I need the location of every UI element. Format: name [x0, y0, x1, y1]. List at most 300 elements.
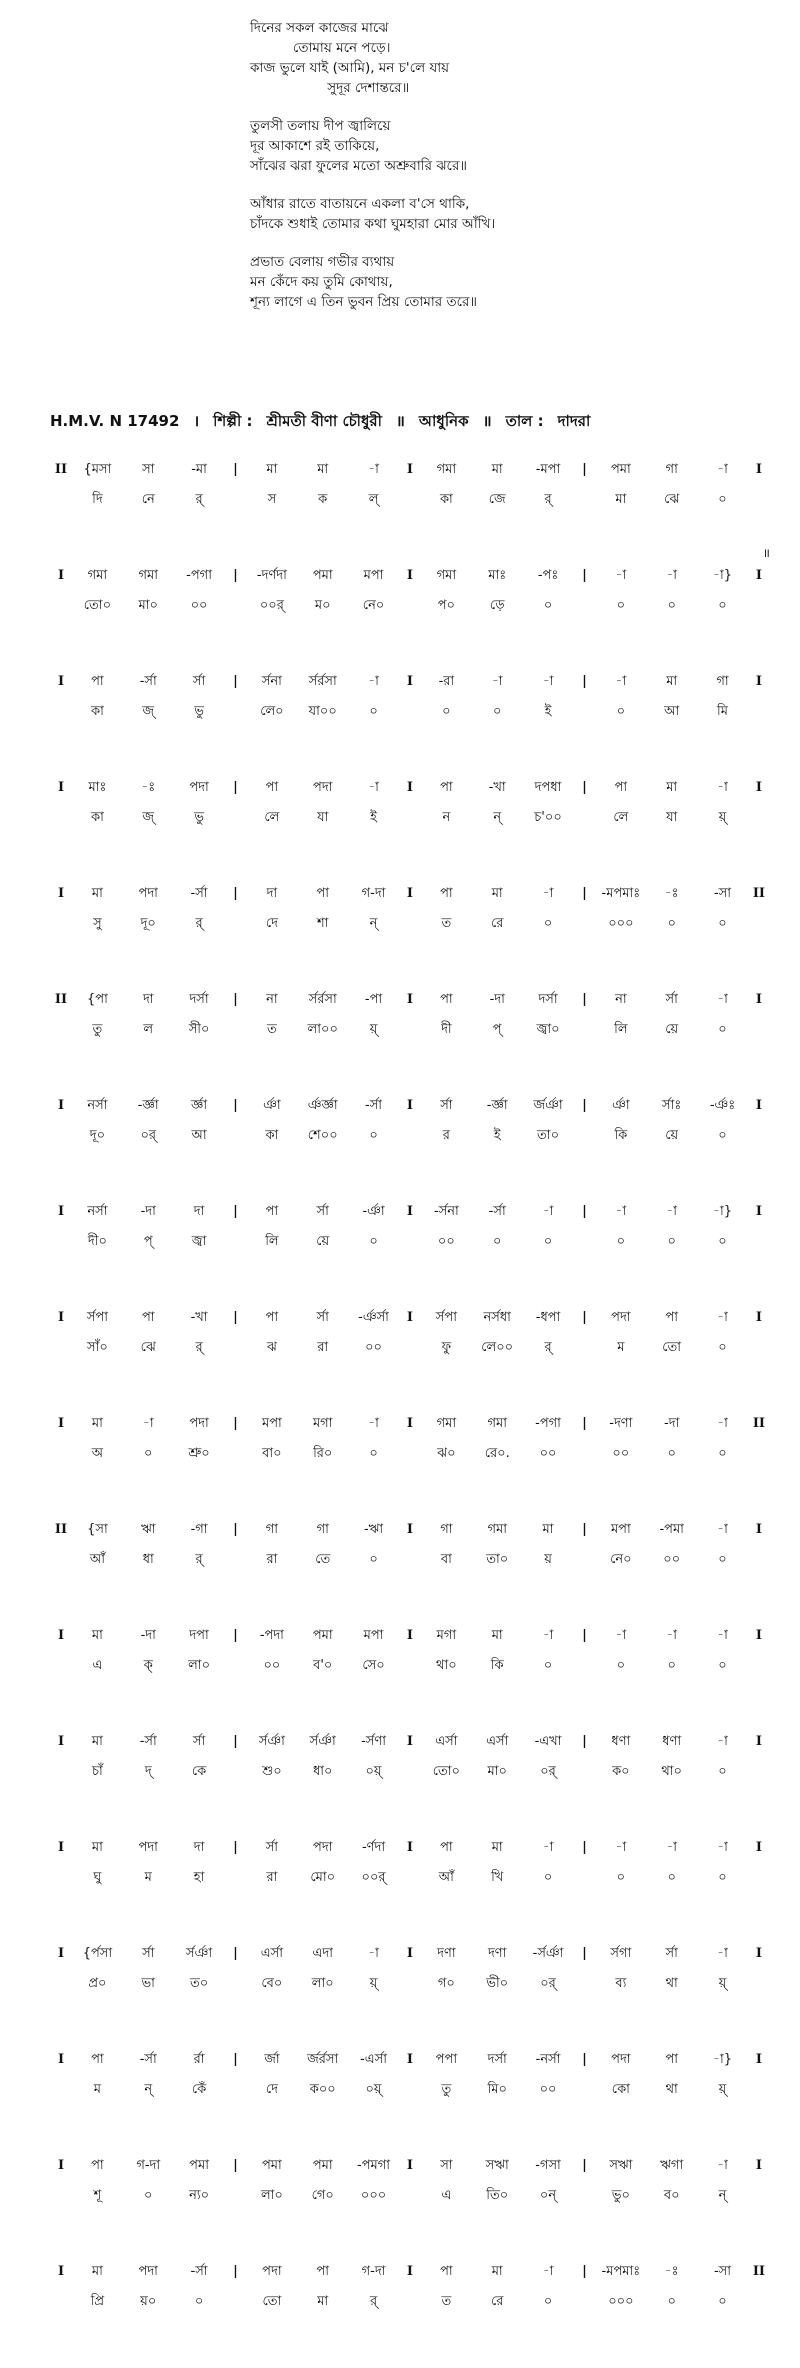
lyric-syllable: ০র্: [140, 1128, 157, 1143]
lyric-syllable: দ্: [144, 1764, 152, 1779]
note-cell: র্সা: [192, 1734, 206, 1749]
lyric-syllable: ০: [543, 2294, 553, 2309]
bar-line: I: [755, 2052, 762, 2067]
note-cell: সা: [142, 462, 155, 477]
lyric-syllable: গ০: [437, 1976, 455, 1991]
lyrics-row: [50, 1126, 770, 1152]
note-cell: দা: [266, 886, 278, 901]
lyric-syllable: ০০০: [608, 2294, 634, 2309]
note-cell: পমা: [610, 462, 631, 477]
lyric-syllable: তে: [315, 1552, 331, 1567]
note-cell: -র্সা: [139, 674, 157, 689]
lyric-syllable: ০: [369, 1552, 378, 1567]
note-cell: মগা: [436, 1628, 457, 1643]
note-cell: দর্সা: [189, 992, 209, 1007]
note-cell: র্জর্রসা: [307, 2052, 339, 2067]
bar-line: |: [582, 2052, 587, 2067]
note-cell: পা: [316, 2264, 330, 2279]
lyric-syllable: য়ে: [665, 1022, 679, 1037]
lyric-syllable: খি: [491, 1870, 504, 1885]
lyric-syllable: ০: [616, 598, 626, 613]
notation-line: [50, 1414, 770, 1520]
lyric-syllable: য়ে: [316, 1234, 330, 1249]
lyric-syllable: ব'০: [313, 1658, 333, 1673]
poem-stanza: [250, 116, 670, 176]
lyric-syllable: ০: [718, 1764, 727, 1779]
lyric-syllable: লে: [264, 810, 280, 825]
note-cell: মা: [91, 2264, 103, 2279]
lyric-syllable: ন্: [144, 2082, 153, 2097]
header-double-separator: ॥: [482, 412, 492, 430]
lyric-syllable: মি০: [487, 2082, 507, 2097]
note-cell: মা: [491, 1840, 503, 1855]
lyric-syllable: ০: [543, 598, 553, 613]
note-cell: পা: [665, 1310, 678, 1325]
lyric-syllable: অ: [91, 1446, 104, 1461]
note-cell: পমা: [312, 2158, 333, 2173]
bar-line: |: [233, 2052, 238, 2067]
note-cell: দপধা: [534, 780, 562, 795]
lyric-syllable: ন্: [493, 810, 502, 825]
bar-line: I: [57, 1416, 65, 1431]
lyric-syllable: ভু: [194, 810, 204, 825]
lyric-syllable: ব্য: [615, 1976, 627, 1991]
bar-line: II: [54, 992, 68, 1007]
note-cell: -া: [142, 1416, 154, 1431]
notes-row: [50, 1202, 770, 1228]
note-cell: এর্সা: [435, 1734, 458, 1749]
bar-line: I: [57, 2158, 65, 2173]
lyric-syllable: ই: [370, 810, 377, 825]
note-cell: {পা: [86, 992, 108, 1007]
bar-line: |: [582, 568, 587, 583]
note-cell: পা: [316, 886, 330, 901]
bar-line: I: [755, 1204, 762, 1219]
lyric-syllable: ড়ে: [489, 598, 505, 613]
note-cell: পা: [141, 1310, 155, 1325]
bar-line: |: [233, 1734, 238, 1749]
bar-line: |: [582, 1946, 587, 1961]
note-cell: মা: [266, 462, 278, 477]
note-cell: -া: [717, 1416, 728, 1431]
note-cell: পদা: [262, 2264, 282, 2279]
note-cell: -মপমাঃ: [601, 2264, 641, 2279]
notes-row: [50, 1414, 770, 1440]
lyric-syllable: ত: [441, 916, 452, 931]
note-cell: পা: [265, 1204, 279, 1219]
notes-row: [50, 1308, 770, 1334]
note-cell: -দা: [664, 1416, 680, 1431]
note-cell: -দর্ণদা: [256, 568, 287, 583]
notes-row: [50, 778, 770, 804]
bar-line: I: [406, 2264, 414, 2279]
note-cell: গমা: [436, 1416, 457, 1431]
lyric-syllable: ০০: [663, 1552, 681, 1567]
lyric-syllable: নে০: [610, 1552, 632, 1567]
note-cell: -পঃ: [537, 568, 559, 583]
lyric-syllable: ই: [544, 704, 552, 719]
lyric-syllable: ন্য০: [189, 2188, 210, 2203]
bar-line: I: [57, 674, 65, 689]
note-cell: পদা: [138, 886, 158, 901]
note-cell: {মসা: [83, 462, 112, 477]
lyric-syllable: ০: [369, 1234, 378, 1249]
note-cell: গা: [665, 462, 678, 477]
bar-line: |: [233, 1840, 238, 1855]
lyric-syllable: আ: [191, 1128, 207, 1143]
note-cell: -া: [542, 886, 554, 901]
notation-line: [50, 1202, 770, 1308]
bar-line: II: [752, 1416, 766, 1431]
note-cell: র্সর্ঞা: [309, 1734, 336, 1749]
note-cell: -া: [615, 674, 627, 689]
bar-line: |: [233, 674, 238, 689]
lyric-syllable: ত০: [189, 1976, 209, 1991]
notes-row: [50, 2050, 770, 2076]
lyric-syllable: ০: [543, 1234, 553, 1249]
lyric-syllable: ল: [143, 1022, 154, 1037]
lyrics-row: [50, 1656, 770, 1682]
bar-line: |: [233, 1098, 238, 1113]
note-cell: পমা: [189, 2158, 209, 2173]
bar-line: |: [233, 886, 238, 901]
note-cell: পদা: [138, 2264, 158, 2279]
note-cell: পদা: [313, 1840, 333, 1855]
lyric-syllable: ই: [493, 1128, 501, 1143]
bar-line: I: [406, 1734, 414, 1749]
lyric-syllable: ০: [144, 1446, 153, 1461]
bar-line: II: [54, 462, 68, 477]
lyric-syllable: ০র্: [540, 1764, 556, 1779]
bar-line: |: [582, 992, 587, 1007]
bar-line: I: [57, 780, 65, 795]
lyric-syllable: ভী০: [486, 1976, 509, 1991]
lyric-syllable: জ্: [142, 704, 155, 719]
lyric-syllable: ধা: [142, 1552, 154, 1567]
note-cell: গ-দা: [361, 886, 386, 901]
note-cell: পা: [440, 780, 453, 795]
bar-line: |: [233, 568, 238, 583]
note-cell: -া: [717, 462, 728, 477]
lyric-syllable: ০: [718, 916, 727, 931]
note-cell: র্সর্রসা: [308, 674, 337, 689]
notation-line: [50, 2050, 770, 2156]
bar-line: I: [57, 1310, 65, 1325]
notation-line: [50, 1096, 770, 1202]
lyric-syllable: জ্বা: [191, 1234, 207, 1249]
note-cell: -র্ঞঃ: [709, 1098, 736, 1113]
notation-line: [50, 884, 770, 990]
lyric-syllable: য়ে: [665, 1128, 679, 1143]
lyric-syllable: ০: [616, 1234, 626, 1249]
note-cell: পা: [91, 674, 104, 689]
lyric-syllable: দূ০: [89, 1128, 106, 1143]
note-cell: -দা: [140, 1628, 156, 1643]
notation-line: [50, 1944, 770, 2050]
bar-line: I: [755, 568, 762, 583]
lyric-syllable: ০য়্: [365, 1764, 382, 1779]
lyric-syllable: ভু: [194, 704, 204, 719]
lyrics-row: [50, 808, 770, 834]
note-cell: -মা: [191, 462, 207, 477]
note-cell: ধণা: [662, 1734, 682, 1749]
lyric-syllable: দে: [265, 2082, 278, 2097]
notation-line: [50, 2156, 770, 2262]
note-cell: র্ঞা: [612, 1098, 630, 1113]
notation-line: [50, 990, 770, 1096]
note-cell: -র্সা: [488, 1204, 506, 1219]
bar-line: I: [57, 2264, 65, 2279]
lyric-syllable: থা: [665, 1976, 678, 1991]
note-cell: মা: [91, 1416, 103, 1431]
bar-line: |: [582, 1628, 587, 1643]
note-cell: -পদা: [259, 1628, 284, 1643]
bar-line: |: [582, 1416, 587, 1431]
lyric-syllable: ০: [492, 704, 502, 719]
bar-line: I: [755, 1734, 762, 1749]
artist-name: শ্রীমতী বীণা চৌধুরী: [266, 412, 382, 430]
note-cell: -া: [615, 1840, 627, 1855]
notes-row: [50, 990, 770, 1016]
note-cell: গা: [265, 1522, 279, 1537]
lyric-syllable: প০: [437, 598, 456, 613]
lyric-syllable: ০০র্: [361, 1870, 386, 1885]
notes-row: [50, 1944, 770, 1970]
lyric-syllable: ল্: [368, 492, 379, 507]
lyric-syllable: লা০: [311, 1976, 334, 1991]
bar-line: I: [755, 674, 762, 689]
note-cell: গমা: [138, 568, 158, 583]
lyric-syllable: তু: [92, 1022, 103, 1037]
note-cell: -া: [368, 1946, 379, 1961]
notes-row: [50, 1096, 770, 1122]
lyric-syllable: র্: [195, 1340, 203, 1355]
note-cell: র্সপা: [86, 1310, 108, 1325]
note-cell: -া: [615, 1628, 627, 1643]
lyric-syllable: চাঁ: [92, 1764, 103, 1779]
bar-line: |: [233, 1522, 238, 1537]
note-cell: -া: [542, 1840, 554, 1855]
note-cell: -খা: [190, 1310, 208, 1325]
poem-line: প্রভাত বেলায় গভীর ব্যথায়: [250, 254, 395, 270]
note-cell: -া: [542, 2264, 554, 2279]
bar-line: I: [755, 992, 762, 1007]
note-cell: না: [266, 992, 278, 1007]
note-cell: মা: [491, 2264, 503, 2279]
lyrics-row: [50, 1762, 770, 1788]
bar-line: |: [233, 1946, 238, 1961]
note-cell: র্সা: [316, 1310, 329, 1325]
note-cell: -া: [368, 674, 379, 689]
note-cell: মা: [91, 1734, 103, 1749]
bar-line: II: [752, 2264, 766, 2279]
taal-label: তাল :: [505, 412, 544, 430]
lyric-syllable: দে: [265, 916, 278, 931]
lyric-syllable: ০: [718, 1870, 727, 1885]
lyric-syllable: ত: [441, 2294, 452, 2309]
note-cell: -র্ণদা: [361, 1840, 386, 1855]
note-cell: মা: [491, 886, 503, 901]
note-cell: -ধপা: [535, 1310, 561, 1325]
lyric-syllable: ০: [194, 2294, 204, 2309]
note-cell: -র্ঞা: [362, 1204, 385, 1219]
lyric-syllable: শূ: [93, 2188, 102, 2203]
bar-line: |: [233, 2158, 238, 2173]
lyric-syllable: দূ০: [140, 916, 156, 931]
notes-row: [50, 672, 770, 698]
lyric-syllable: ০০: [263, 1658, 281, 1673]
note-cell: -র্সা: [139, 2052, 157, 2067]
note-cell: পা: [440, 886, 453, 901]
note-cell: -পমগা: [357, 2158, 391, 2173]
lyric-syllable: চ'০০: [534, 810, 562, 825]
lyric-syllable: তো০: [432, 1764, 461, 1779]
lyric-syllable: কি: [490, 1658, 504, 1673]
note-cell: -দণা: [609, 1416, 633, 1431]
lyric-syllable: য়: [544, 1552, 552, 1567]
lyric-syllable: ০০: [190, 598, 208, 613]
poem-line: দিনের সকল কাজের মাঝে: [250, 20, 389, 36]
lyrics-row: [50, 1550, 770, 1576]
note-cell: {সা: [87, 1522, 108, 1537]
note-cell: র্সা: [665, 992, 678, 1007]
note-cell: -দা: [489, 992, 505, 1007]
note-cell: দা: [193, 1204, 205, 1219]
lyrics-row: [50, 702, 770, 728]
lyric-syllable: তা০: [486, 1552, 509, 1567]
note-cell: -ঃ: [664, 886, 679, 901]
lyric-syllable: এ: [441, 2188, 452, 2203]
lyric-syllable: সাঁ০: [87, 1340, 108, 1355]
lyric-syllable: ০: [718, 598, 727, 613]
lyric-syllable: ক০: [612, 1764, 630, 1779]
note-cell: এর্সা: [486, 1734, 509, 1749]
bar-line: I: [755, 1522, 762, 1537]
poem-line: দূর আকাশে রই তাকিয়ে,: [250, 138, 380, 154]
lyrics-row: [50, 1974, 770, 2000]
lyric-syllable: ০: [718, 2294, 727, 2309]
note-cell: -া: [542, 1628, 554, 1643]
note-cell: -পা: [364, 992, 383, 1007]
note-cell: -রা: [438, 674, 455, 689]
lyric-syllable: সু: [93, 916, 102, 931]
lyrics-row: [50, 914, 770, 940]
note-cell: -া: [717, 1628, 728, 1643]
note-cell: মপা: [261, 1416, 282, 1431]
note-cell: মা: [91, 1840, 103, 1855]
note-cell: গমা: [87, 568, 108, 583]
note-cell: -া}: [713, 2052, 733, 2067]
note-cell: মা: [491, 1628, 503, 1643]
bar-line: I: [406, 1522, 414, 1537]
note-cell: দপা: [189, 1628, 209, 1643]
lyric-syllable: ০: [543, 1658, 553, 1673]
lyric-syllable: ০: [543, 916, 553, 931]
lyric-syllable: ০: [718, 1234, 727, 1249]
lyric-syllable: লি: [265, 1234, 279, 1249]
lyric-syllable: ম: [617, 1340, 625, 1355]
note-cell: দর্সা: [538, 992, 558, 1007]
notes-row: [50, 1838, 770, 1864]
lyric-syllable: ন: [442, 810, 451, 825]
note-cell: পা: [440, 1840, 453, 1855]
note-cell: সঋা: [485, 2158, 509, 2173]
lyric-syllable: ০: [667, 1234, 676, 1249]
note-cell: দণা: [437, 1946, 456, 1961]
lyric-syllable: কা: [439, 492, 453, 507]
lyric-syllable: র্: [195, 1552, 203, 1567]
lyric-syllable: ০০: [539, 1446, 557, 1461]
note-cell: -া: [491, 674, 503, 689]
bar-line: I: [406, 1310, 414, 1325]
lyric-syllable: ০: [718, 1446, 727, 1461]
lyric-syllable: শা: [316, 916, 329, 931]
note-cell: র্ঞা: [263, 1098, 281, 1113]
poem-line: সাঁঝের ঝরা ফুলের মতো অশ্রুবারি ঝরে॥: [250, 158, 468, 174]
notation-line: [50, 1838, 770, 1944]
lyric-syllable: ০: [144, 2188, 153, 2203]
lyric-syllable: শে০০: [307, 1128, 338, 1143]
bar-line: |: [582, 2158, 587, 2173]
lyric-syllable: লা০: [260, 2188, 283, 2203]
note-cell: নর্সধা: [483, 1310, 511, 1325]
bar-line: I: [406, 1946, 414, 1961]
bar-line: |: [582, 1310, 587, 1325]
lyric-syllable: ০০: [539, 2082, 557, 2097]
lyric-syllable: শু০: [262, 1764, 282, 1779]
lyric-syllable: ০: [616, 704, 626, 719]
note-cell: র্সা: [192, 674, 206, 689]
lyric-syllable: বা০: [262, 1446, 282, 1461]
note-cell: র্সা: [142, 1946, 155, 1961]
note-cell: গমা: [487, 1522, 507, 1537]
lyric-syllable: তি০: [486, 2188, 509, 2203]
note-cell: র্সাঃ: [662, 1098, 682, 1113]
note-cell: -া: [717, 1310, 728, 1325]
bar-line: I: [57, 1204, 65, 1219]
bar-line: I: [755, 1098, 762, 1113]
lyric-syllable: ০: [616, 1658, 626, 1673]
header-separator: ।: [193, 412, 200, 430]
note-cell: ধণা: [611, 1734, 631, 1749]
notation-line: [50, 460, 770, 566]
bar-line: I: [755, 780, 762, 795]
bar-line: II: [752, 886, 766, 901]
poem-line: মন কেঁদে কয় তুমি কোথায়,: [250, 274, 393, 290]
lyrics-row: [50, 1338, 770, 1364]
notes-row: [50, 2156, 770, 2182]
lyric-syllable: য়্: [369, 1022, 378, 1037]
bar-line: I: [57, 1946, 65, 1961]
bar-line: |: [233, 1416, 238, 1431]
note-cell: -র্সা: [190, 886, 208, 901]
note-cell: মপা: [363, 1628, 384, 1643]
note-cell: র্জর্ঞা: [533, 1098, 563, 1113]
lyric-syllable: কা: [265, 1128, 279, 1143]
notation-line: [50, 2262, 770, 2368]
note-cell: গা: [316, 1522, 329, 1537]
lyric-syllable: তু: [441, 2082, 452, 2097]
note-cell: -নর্সা: [535, 2052, 561, 2067]
note-cell: -া}: [713, 568, 733, 583]
note-cell: মাঃ: [88, 780, 107, 795]
note-cell: -া: [717, 780, 728, 795]
lyric-syllable: লে০: [260, 704, 284, 719]
note-cell: -দা: [140, 1204, 156, 1219]
note-cell: -মপা: [535, 462, 561, 477]
lyric-syllable: য়্: [718, 1976, 727, 1991]
lyric-syllable: তো০: [83, 598, 112, 613]
